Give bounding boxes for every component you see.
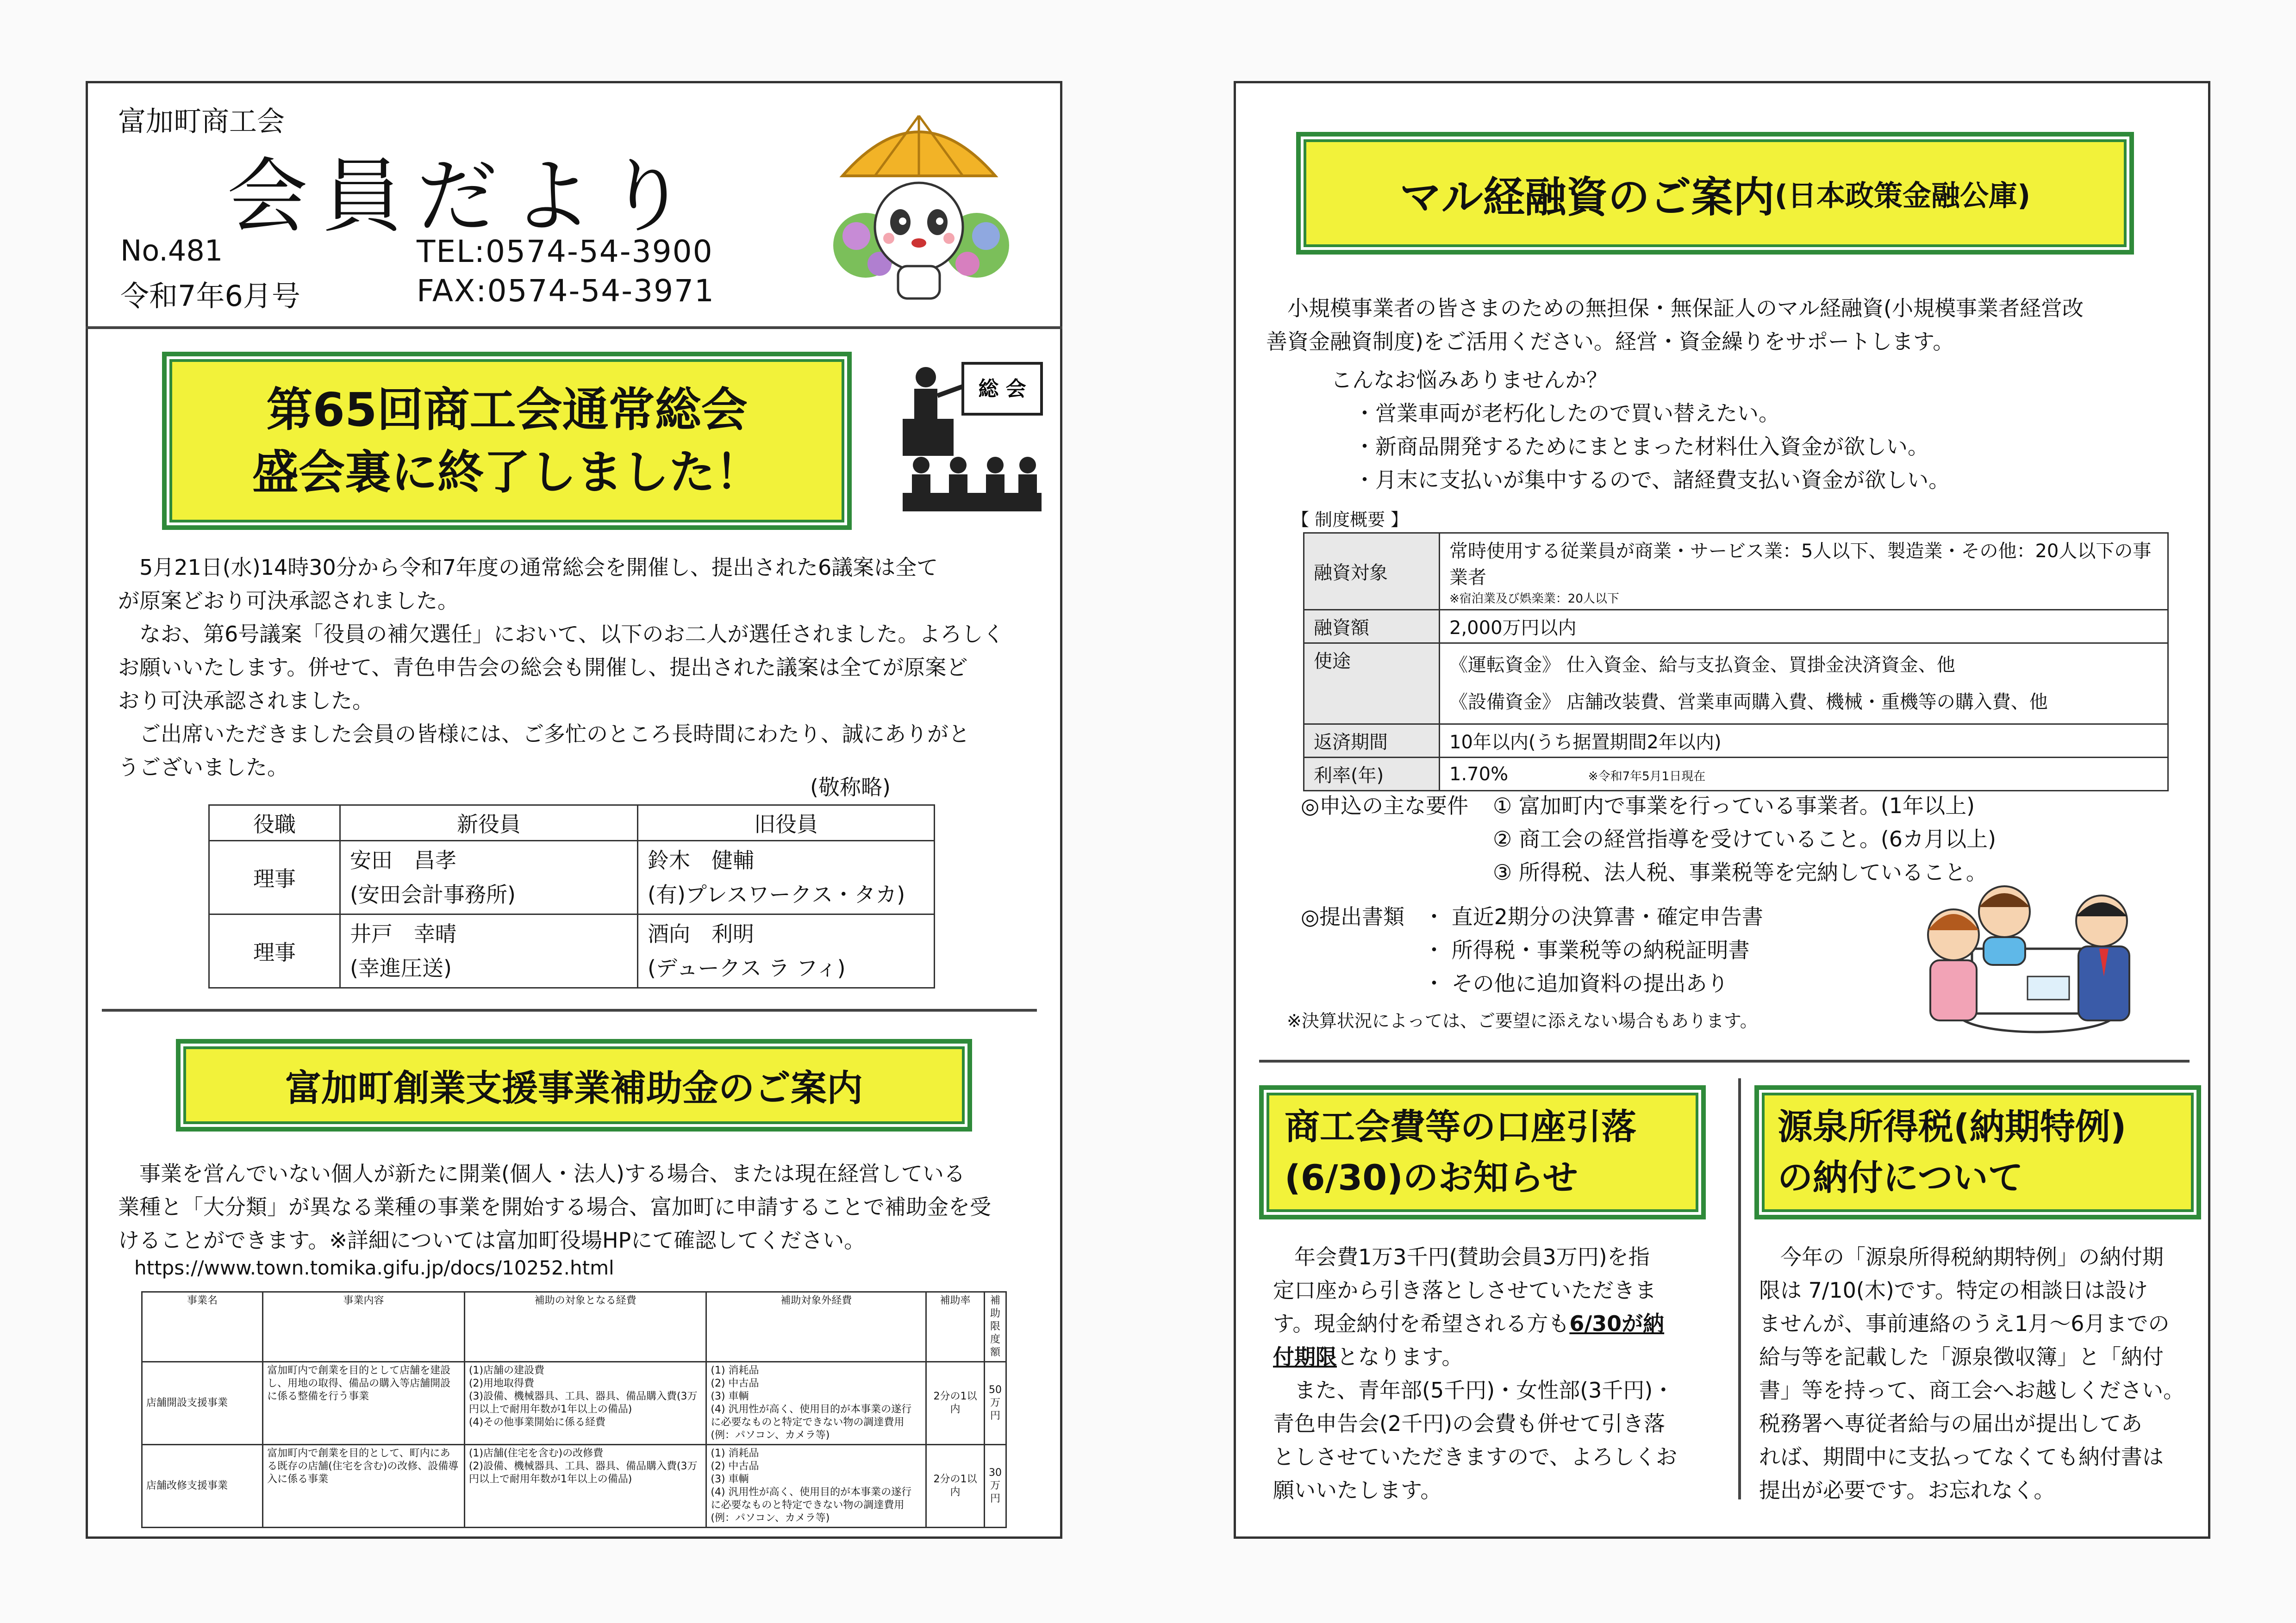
fee-line <box>1273 1340 1463 1374</box>
tax-heading-line2: の納付について <box>1778 1157 2023 1198</box>
subsidy-ineligible: (1) 消耗品 (2) 中古品 (3) 車輌 (4) 汎用性が高く、使用目的が本事業の遂行に必要なものと特定できない物の調達費用(例：パソコン、カメラ等) <box>706 1445 926 1528</box>
fax-number: FAX:0574-54-3971 <box>417 273 715 309</box>
loan-rate-note: ※令和7年5月1日現在 <box>1588 769 1706 784</box>
subsidy-header: 補助対象外経費 <box>706 1292 926 1362</box>
loan-worry-item: ・新商品開発するためにまとまった材料仕入資金が欲しい。 <box>1354 434 1929 459</box>
startup-paragraph-1: 事業を営んでいない個人が新たに開業(個人・法人)する場合、または現在経営している <box>118 1161 965 1186</box>
startup-paragraph-2: 業種と「大分類」が異なる業種の事業を開始する場合、富加町に申請することで補助金を受 <box>118 1194 991 1219</box>
fee-line-text: す。現金納付を希望される方も <box>1273 1311 1570 1336</box>
assembly-heading-box <box>162 352 852 530</box>
subsidy-limit: 50万円 <box>985 1362 1006 1445</box>
loan-overview-row <box>1304 533 2168 610</box>
fee-line: 年会費1万3千円(賛助会員3万円)を指 <box>1273 1244 1650 1269</box>
mascot-umbrella-illustration <box>829 97 1009 305</box>
assembly-paragraph-2: が原案どおり可決承認されました。 <box>118 588 459 613</box>
loan-overview-label: 【 制度概要 】 <box>1292 510 1409 530</box>
loan-overview-row <box>1304 758 2168 791</box>
officers-header-row <box>209 805 935 841</box>
loan-overview-key: 使途 <box>1304 643 1440 724</box>
tax-line: 給与等を記載した「源泉徴収簿」と「納付 <box>1759 1344 2164 1369</box>
subsidy-row <box>142 1362 1006 1445</box>
officer-role: 理事 <box>209 914 340 988</box>
loan-overview-row <box>1304 724 2168 758</box>
general-meeting-icon <box>893 359 1046 516</box>
loan-overview-key: 利率(年) <box>1304 758 1440 791</box>
loan-overview-key: 融資額 <box>1304 610 1440 643</box>
officer-new <box>340 841 638 914</box>
meeting-sign-label: 総 会 <box>978 377 1026 401</box>
document-item: ・ その他に追加資料の提出あり <box>1423 971 1728 996</box>
loan-overview-value-text: 常時使用する従業員が商業・サービス業：5人以下、製造業・その他：20人以下の事業者 <box>1449 541 2152 588</box>
subsidy-row <box>142 1445 1006 1528</box>
fee-line: 定口座から引き落としさせていただきま <box>1273 1278 1656 1303</box>
assembly-paragraph-6: ご出席いただきました会員の皆様には、ご多忙のところ長時間にわたり、誠にありがと <box>118 721 970 746</box>
officer-old <box>638 914 935 988</box>
loan-intro-2: 善資金融資制度)をご活用ください。経営・資金繰りをサポートします。 <box>1266 329 1954 354</box>
subsidy-eligible: (1)店舗の建設費 (2)用地取得費 (3)設備、機械器具、工具、器具、備品購入費(3万円以上で耐用年数が1年以上の備品) (4)その他事業開始に係る経費 <box>464 1362 706 1445</box>
startup-heading-box <box>176 1039 972 1132</box>
subsidy-name: 店舗開設支援事業 <box>142 1362 263 1445</box>
issue-date: 令和7年6月号 <box>120 279 300 313</box>
loan-overview-value: 10年以内(うち据置期間2年以内) <box>1440 724 2168 758</box>
startup-paragraph-3: けることができます。※詳細については富加町役場HPにて確認してください。 <box>118 1228 866 1253</box>
fee-heading-line2: (6/30)のお知らせ <box>1285 1157 1578 1198</box>
loan-worry-item: ・月末に支払いが集中するので、諸経費支払い資金が欲しい。 <box>1354 467 1950 492</box>
tax-line: 限は 7/10(木)です。特定の相談日は設け <box>1759 1278 2148 1303</box>
subsidy-name: 店舗改修支援事業 <box>142 1445 263 1528</box>
assembly-paragraph-5: おり可決承認されました。 <box>118 688 374 713</box>
subsidy-rate: 2分の1以内 <box>926 1362 985 1445</box>
loan-heading-sub: (日本政策金融公庫) <box>1774 179 2031 212</box>
loan-worry-item: ・営業車両が老朽化したので買い替えたい。 <box>1354 401 1780 426</box>
subsidy-rate: 2分の1以内 <box>926 1445 985 1528</box>
tax-line: 提出が必要です。お忘れなく。 <box>1759 1478 2055 1503</box>
subsidy-header: 事業名 <box>142 1292 263 1362</box>
subsidy-table <box>141 1291 1007 1528</box>
fee-line: 青色申告会(2千円)の会費も併せて引き落 <box>1273 1411 1666 1436</box>
document-item: ・ 所得税・事業税等の納税証明書 <box>1423 938 1750 963</box>
fee-line: としさせていただきますので、よろしくお <box>1273 1444 1678 1469</box>
assembly-paragraph-4: お願いいたします。併せて、青色申告会の総会も開催し、提出された議案は全てが原案ど <box>118 655 968 680</box>
loan-overview-value: 2,000万円以内 <box>1440 610 2168 643</box>
tax-line: 今年の「源泉所得税納期特例」の納付期 <box>1759 1244 2164 1269</box>
subsidy-header: 補助の対象となる経費 <box>464 1292 706 1362</box>
officers-header-role: 役職 <box>209 805 340 841</box>
documents-label: ◎提出書類 <box>1301 904 1405 929</box>
assembly-heading-line1: 第65回商工会通常総会 <box>266 382 748 437</box>
startup-url[interactable]: https://www.town.tomika.gifu.jp/docs/10252.html <box>134 1256 614 1279</box>
assembly-paragraph-3: なお、第6号議案「役員の補欠選任」において、以下のお二人が選任されました。よろしく <box>118 622 1004 647</box>
loan-equipment-fund: 《設備資金》 店舗改装費、営業車両購入費、機械・重機等の購入費、他 <box>1449 691 2048 713</box>
loan-operating-fund: 《運転資金》 仕入資金、給与支払資金、買掛金決済資金、他 <box>1449 654 1955 676</box>
issue-number: No.481 <box>120 234 223 267</box>
officers-header-old: 旧役員 <box>638 805 935 841</box>
officer-old-name: 酒向 利明 <box>648 921 754 946</box>
tax-heading-box <box>1754 1085 2201 1219</box>
loan-worries-title: こんなお悩みありませんか？ <box>1331 367 1608 392</box>
officers-header-new: 新役員 <box>340 805 638 841</box>
loan-heading-box <box>1296 132 2134 255</box>
officer-new-name: 井戸 幸晴 <box>350 921 456 946</box>
requirements-label: ◎申込の主な要件 <box>1301 793 1469 818</box>
requirement-item: ② 商工会の経営指導を受けていること。(6カ月以上) <box>1493 827 1997 852</box>
fee-line-text: となります。 <box>1337 1344 1463 1369</box>
officers-row <box>209 914 935 988</box>
loan-overview-value <box>1440 643 2168 724</box>
subsidy-content: 富加町内で創業を目的として、町内にある既存の店舗(住宅を含む)の改修、設備導入に係る事業 <box>263 1445 465 1528</box>
officer-new-org: (安田会計事務所) <box>350 882 516 907</box>
right-section-divider <box>1259 1060 2190 1063</box>
officer-new-org: (幸進圧送) <box>350 956 452 981</box>
tax-line: 書」等を持って、商工会へお越しください。 <box>1759 1378 2185 1403</box>
assembly-paragraph-1: 5月21日(水)14時30分から令和7年度の通常総会を開催し、提出された6議案は全て <box>118 555 938 580</box>
loan-intro-1: 小規模事業者の皆さまのための無担保・無保証人のマル経融資(小規模事業者経営改 <box>1266 296 2084 321</box>
requirement-item: ③ 所得税、法人税、事業税等を完納していること。 <box>1493 860 1987 885</box>
loan-overview-key: 融資対象 <box>1304 533 1440 610</box>
newsletter-title: 会員だより <box>227 150 701 244</box>
column-divider <box>1738 1078 1741 1499</box>
subsidy-header-row <box>142 1292 1006 1362</box>
assembly-heading-line2: 盛会裏に終了しました！ <box>252 445 761 499</box>
loan-footnote: ※決算状況によっては、ご要望に添えない場合もあります。 <box>1287 1011 1758 1031</box>
officer-new-name: 安田 昌孝 <box>350 848 456 873</box>
fee-line: 願いいたします。 <box>1273 1478 1442 1503</box>
subsidy-content: 富加町内で創業を目的として店舗を建設し、用地の取得、備品の購入等店舗開設に係る整備を行う事業 <box>263 1362 465 1445</box>
officer-role: 理事 <box>209 841 340 914</box>
officer-old-org: (有)プレスワークス・タカ) <box>648 882 905 907</box>
tax-line: ませんが、事前連絡のうえ1月～6月までの <box>1759 1311 2170 1336</box>
subsidy-header: 事業内容 <box>263 1292 465 1362</box>
fee-line <box>1273 1307 1664 1340</box>
subsidy-eligible: (1)店舗(住宅を含む)の改修費 (2)設備、機械器具、工具、器具、備品購入費(3万円以上で耐用年数が1年以上の備品) <box>464 1445 706 1528</box>
officer-old-name: 鈴木 健輔 <box>648 848 754 873</box>
document-item: ・ 直近2期分の決算書・確定申告書 <box>1423 904 1763 929</box>
consultation-illustration <box>1903 875 2162 1041</box>
fee-line: また、青年部(5千円)・女性部(3千円)・ <box>1273 1378 1674 1403</box>
tax-line: れば、期間中に支払ってなくても納付書は <box>1759 1444 2164 1469</box>
honorific-note: (敬称略) <box>810 775 891 800</box>
assembly-paragraph-7: うございました。 <box>118 755 288 780</box>
officers-row <box>209 841 935 914</box>
loan-rate-value: 1.70% <box>1449 763 1509 785</box>
loan-overview-note: ※宿泊業及び娯楽業：20人以下 <box>1449 592 1619 606</box>
tel-number: TEL:0574-54-3900 <box>417 234 713 269</box>
subsidy-header: 補助限度額 <box>985 1292 1006 1362</box>
fee-deadline-emphasis-2: 付期限 <box>1273 1344 1337 1369</box>
loan-overview-table <box>1303 532 2169 791</box>
tax-heading-line1: 源泉所得税(納期特例) <box>1778 1106 2127 1147</box>
subsidy-header: 補助率 <box>926 1292 985 1362</box>
loan-overview-value <box>1440 758 2168 791</box>
tax-line: 税務署へ専従者給与の届出が提出してあ <box>1759 1411 2142 1436</box>
loan-heading-main: マル経融資のご案内 <box>1399 173 1775 222</box>
subsidy-ineligible: (1) 消耗品 (2) 中古品 (3) 車輌 (4) 汎用性が高く、使用目的が本事業の遂行に必要なものと特定できない物の調達費用(例：パソコン、カメラ等) <box>706 1362 926 1445</box>
subsidy-limit: 30万円 <box>985 1445 1006 1528</box>
fee-deadline-emphasis: 6/30が納 <box>1569 1311 1665 1336</box>
officer-old-org: (デュークス ラ フィ) <box>648 956 846 981</box>
loan-overview-row <box>1304 610 2168 643</box>
loan-overview-value <box>1440 533 2168 610</box>
startup-heading: 富加町創業支援事業補助金のご案内 <box>285 1068 863 1109</box>
officers-table <box>208 804 935 989</box>
officer-new <box>340 914 638 988</box>
fee-heading-line1: 商工会費等の口座引落 <box>1285 1106 1636 1147</box>
officer-old <box>638 841 935 914</box>
header-divider <box>86 326 1062 329</box>
org-name: 富加町商工会 <box>118 106 285 138</box>
section-divider <box>102 1009 1037 1012</box>
loan-overview-key: 返済期間 <box>1304 724 1440 758</box>
loan-overview-row <box>1304 643 2168 724</box>
fee-heading-box <box>1259 1085 1706 1219</box>
requirement-item: ① 富加町内で事業を行っている事業者。(1年以上) <box>1493 793 1975 818</box>
